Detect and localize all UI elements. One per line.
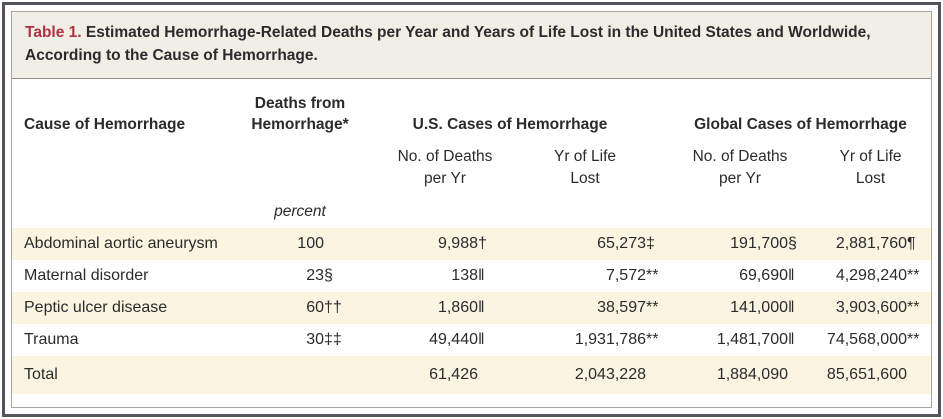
table-row-total: [12, 356, 931, 394]
header-row-subheaders: [12, 146, 931, 189]
value-number: 1,860: [437, 298, 478, 316]
column-header-deaths-line1: Deaths from: [254, 94, 346, 112]
row-value-cell: [500, 235, 670, 253]
row-value-cell: [350, 331, 500, 349]
table-row: [12, 228, 931, 260]
value-number: 100: [297, 234, 324, 252]
row-cause-label: Abdominal aortic aneurysm: [24, 234, 218, 252]
footnote-symbol: ‡‡: [324, 330, 342, 348]
value-number: 69,690: [739, 266, 788, 284]
subheader-line: Lost: [855, 169, 886, 187]
row-value-cell: [670, 366, 810, 384]
row-value-cell: [250, 331, 350, 349]
value-number: 138: [451, 266, 478, 284]
document-frame: [2, 2, 941, 417]
footnote-symbol: **: [646, 266, 659, 284]
table-container: [11, 11, 932, 408]
row-value-cell: [810, 331, 931, 349]
subheader-line: per Yr: [424, 169, 466, 187]
subheader-us-yr-life-lost: [500, 146, 670, 189]
value-number: 85,651,600: [826, 365, 907, 383]
row-value-cell: [500, 267, 670, 285]
value-number: 30: [306, 330, 324, 348]
value-number: 1,481,700: [716, 330, 788, 348]
unit-row: [12, 203, 931, 222]
subheader-line: No. of Deaths: [692, 147, 788, 165]
value-number: 61,426: [429, 365, 478, 383]
row-value-cell: [500, 331, 670, 349]
footnote-symbol: ‖: [478, 266, 485, 284]
table-row: [12, 292, 931, 324]
column-header-deaths-from-hemorrhage: [250, 93, 350, 136]
value-number: 49,440: [429, 330, 478, 348]
table-title-text: Estimated Hemorrhage-Related Deaths per Year and Years of Life Lost in the United States and Worldwide, According to the Cause of Hemorrhage.: [25, 24, 871, 65]
footnote-symbol: ‖: [478, 330, 485, 348]
footnote-symbol: **: [646, 298, 659, 316]
row-value-cell: [810, 235, 931, 253]
row-value-cell: [670, 267, 810, 285]
value-number: 9,988: [437, 234, 478, 252]
subheader-us-deaths-per-yr: [350, 146, 500, 189]
row-value-cell: [350, 267, 500, 285]
value-number: 191,700: [730, 234, 788, 252]
value-number: 1,931,786: [574, 330, 646, 348]
value-number: 60: [306, 298, 324, 316]
footnote-symbol: §: [788, 234, 797, 252]
column-header-cause: Cause of Hemorrhage: [24, 116, 186, 134]
subheader-global-deaths-per-yr: [670, 146, 810, 189]
footnote-symbol: ‖: [788, 266, 795, 284]
footnote-symbol: ‖: [788, 298, 795, 316]
column-header-deaths-line2: Hemorrhage*: [251, 116, 349, 134]
row-cause-label: Peptic ulcer disease: [24, 298, 168, 316]
table-body: [12, 228, 931, 407]
value-number: 141,000: [730, 298, 788, 316]
footnote-symbol: ‖: [478, 298, 485, 316]
footnote-symbol: **: [646, 330, 659, 348]
footnote-symbol: ¶: [907, 234, 916, 252]
footnote-symbol: ‡: [646, 234, 655, 252]
header-row-groups: [12, 93, 931, 136]
value-number: 2,043,228: [574, 365, 646, 383]
value-number: 1,884,090: [716, 365, 788, 383]
subheader-line: Lost: [570, 169, 600, 187]
row-value-cell: [250, 299, 350, 317]
footnote-symbol: **: [907, 330, 920, 348]
table-number-label: Table 1.: [25, 24, 82, 41]
table-title: [12, 12, 931, 79]
footnote-symbol: ‖: [788, 330, 795, 348]
group-header-us-cases: U.S. Cases of Hemorrhage: [412, 116, 608, 134]
footnote-symbol: **: [907, 266, 920, 284]
row-cause-label: Total: [24, 365, 58, 383]
footnote-symbol: ††: [324, 298, 342, 316]
value-number: 38,597: [597, 298, 646, 316]
subheader-line: Yr of Life: [553, 147, 617, 165]
row-value-cell: [250, 235, 350, 253]
row-value-cell: [350, 366, 500, 384]
subheader-global-yr-life-lost: [810, 146, 931, 189]
table-row: [12, 324, 931, 356]
value-number: 3,903,600: [835, 298, 907, 316]
row-cause-label: Trauma: [24, 330, 79, 348]
unit-label-percent: percent: [274, 203, 326, 221]
row-value-cell: [810, 299, 931, 317]
row-value-cell: [500, 366, 670, 384]
subheader-line: Yr of Life: [839, 147, 902, 165]
value-number: 7,572: [605, 266, 646, 284]
row-value-cell: [350, 299, 500, 317]
row-value-cell: [350, 235, 500, 253]
subheader-line: per Yr: [719, 169, 761, 187]
footnote-symbol: §: [324, 266, 333, 284]
row-value-cell: [810, 366, 931, 384]
row-value-cell: [250, 267, 350, 285]
subheader-line: No. of Deaths: [397, 147, 493, 165]
table-header: [12, 79, 931, 228]
value-number: 65,273: [597, 234, 646, 252]
row-value-cell: [670, 331, 810, 349]
row-value-cell: [500, 299, 670, 317]
row-cause-label: Maternal disorder: [24, 266, 149, 284]
row-value-cell: [670, 299, 810, 317]
value-number: 4,298,240: [835, 266, 907, 284]
value-number: 2,881,760: [835, 234, 907, 252]
group-header-global-cases: Global Cases of Hemorrhage: [694, 116, 907, 134]
value-number: 74,568,000: [826, 330, 907, 348]
row-value-cell: [670, 235, 810, 253]
value-number: 23: [306, 266, 324, 284]
row-value-cell: [810, 267, 931, 285]
table-row: [12, 260, 931, 292]
footnote-symbol: †: [478, 234, 487, 252]
footnote-symbol: **: [907, 298, 920, 316]
